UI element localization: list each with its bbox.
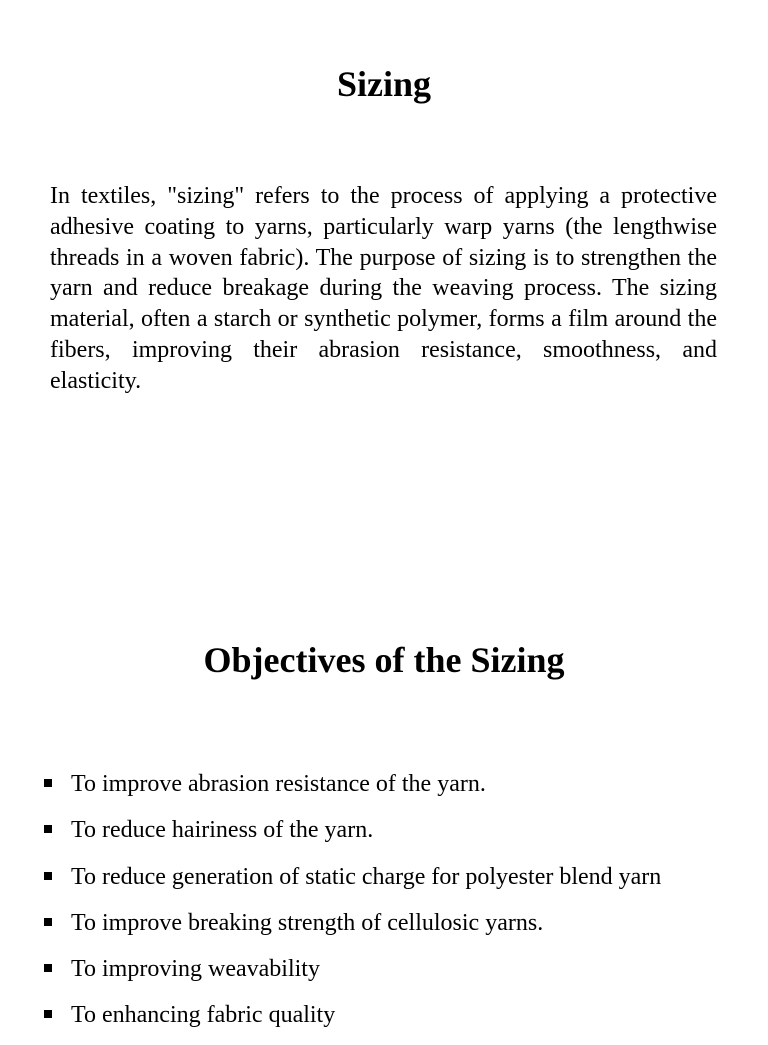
list-item-text: To reduce hairiness of the yarn. — [71, 817, 374, 844]
list-item — [0, 906, 768, 952]
list-item — [0, 860, 768, 906]
objectives-heading: Objectives of the Sizing — [203, 640, 565, 680]
square-bullet-icon — [44, 918, 52, 926]
square-bullet-icon — [44, 872, 52, 880]
square-bullet-icon — [44, 1010, 52, 1018]
square-bullet-icon — [44, 779, 52, 787]
list-item-text: To improving weavability — [71, 956, 320, 983]
list-item — [0, 767, 768, 813]
intro-paragraph: In textiles, "sizing" refers to the process of applying a protective adhesive coating to yarns, particularly warp yarns (the lengthwise threads in a woven fabric). The purpose of sizing is to strengthen the yarn and reduce breakage during the weaving process. The sizing material, often a starch or synthetic polymer, forms a film around the fibers, improving their abrasion resistance, smoothness, and elasticity. — [50, 183, 717, 394]
list-item — [0, 998, 768, 1044]
list-item-text: To improve breaking strength of cellulosic yarns. — [71, 909, 544, 936]
list-item — [0, 813, 768, 859]
objectives-list — [0, 767, 768, 1045]
square-bullet-icon — [44, 825, 52, 833]
page-title: Sizing — [336, 64, 432, 104]
square-bullet-icon — [44, 964, 52, 972]
list-item — [0, 952, 768, 998]
list-item-text: To reduce generation of static charge for polyester blend yarn — [71, 863, 662, 890]
list-item-text: To enhancing fabric quality — [71, 1002, 336, 1029]
list-item-text: To improve abrasion resistance of the yarn. — [71, 771, 486, 797]
